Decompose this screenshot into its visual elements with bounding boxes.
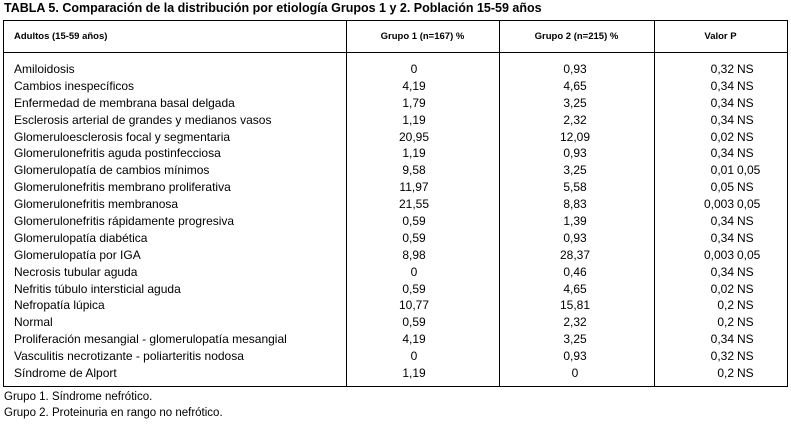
cell-p-value: 0,2 (717, 366, 734, 381)
cell-group2: 2,32 (563, 315, 587, 330)
cell-p-value: 0,34 (710, 112, 734, 127)
cell-etiology: Enfermedad de membrana basal delgada (14, 95, 235, 110)
cell-etiology: Glomerulopatía de cambios mínimos (14, 163, 210, 178)
cell-etiology: Glomerulonefritis membrano proliferativa (14, 180, 231, 195)
cell-etiology: Vasculitis necrotizante - poliarteritis nodosa (14, 349, 244, 364)
cell-group1: 9,58 (402, 163, 426, 178)
cell-group1: 10,77 (398, 298, 430, 313)
cell-group2: 0,93 (563, 349, 587, 364)
footnote-group1: Grupo 1. Síndrome nefrótico. (4, 391, 153, 403)
table-title: TABLA 5. Comparación de la distribución por etiología Grupos 1 y 2. Población 15-59 años (4, 1, 542, 15)
table-header (4, 21, 787, 53)
cell-group2: 0,46 (563, 264, 587, 279)
table-row (4, 281, 787, 298)
cell-significance: NS (737, 366, 754, 381)
cell-significance: NS (737, 129, 754, 144)
cell-p-value: 0,02 (710, 281, 734, 296)
cell-significance: NS (737, 180, 754, 195)
cell-significance: NS (737, 214, 754, 229)
table-row (4, 196, 787, 213)
cell-significance: 0,05 (737, 247, 761, 262)
cell-group1: 8,98 (402, 247, 426, 262)
table-row (4, 61, 787, 78)
header-adults: Adultos (15-59 años) (14, 31, 108, 42)
table-row (4, 331, 787, 348)
cell-significance: NS (737, 298, 754, 313)
cell-p-value: 0,2 (717, 298, 734, 313)
cell-significance: NS (737, 78, 754, 93)
cell-group1: 0 (410, 264, 418, 279)
cell-group1: 0 (410, 62, 418, 76)
cell-group1: 1,19 (402, 112, 426, 127)
cell-p-value: 0,34 (710, 332, 734, 347)
cell-p-value: 0,01 (710, 163, 734, 178)
table-row (4, 213, 787, 230)
cell-significance: 0,05 (737, 197, 761, 212)
cell-group1: 0,59 (402, 281, 426, 296)
cell-etiology: Cambios inespecíficos (14, 78, 135, 93)
cell-p-value: 0,05 (710, 180, 734, 195)
footnote-group2: Grupo 2. Proteinuria en rango no nefrótico. (4, 407, 223, 419)
cell-etiology: Glomerulonefritis aguda postinfecciosa (14, 146, 221, 161)
cell-group1: 0 (410, 349, 418, 364)
cell-group1: 1,19 (402, 146, 426, 161)
table-row (4, 247, 787, 264)
cell-etiology: Nefropatía lúpica (14, 298, 105, 313)
cell-group1: 1,19 (402, 366, 426, 381)
cell-p-value: 0,003 (703, 247, 734, 262)
cell-etiology: Glomerulonefritis membranosa (14, 197, 179, 212)
table-row (4, 162, 787, 179)
cell-group2: 1,39 (563, 214, 587, 229)
cell-p-value: 0,32 (710, 62, 734, 76)
cell-group1: 11,97 (399, 180, 429, 195)
cell-group1: 4,19 (402, 78, 426, 93)
cell-significance: NS (737, 332, 754, 347)
cell-significance: NS (737, 95, 754, 110)
cell-p-value: 0,34 (710, 230, 734, 245)
cell-significance: 0,05 (737, 163, 761, 178)
cell-significance: NS (737, 264, 754, 279)
cell-etiology: Proliferación mesangial - glomerulopatía mesangial (14, 332, 287, 347)
header-p-value: Valor P (704, 31, 737, 42)
cell-p-value: 0,34 (710, 214, 734, 229)
table-row (4, 112, 787, 129)
cell-p-value: 0,32 (710, 349, 734, 364)
header-group1: Grupo 1 (n=167) % (380, 31, 465, 42)
cell-group2: 0 (571, 366, 579, 381)
cell-etiology: Glomerulopatía por IGA (14, 247, 141, 262)
cell-etiology: Síndrome de Alport (14, 366, 117, 381)
table-row (4, 264, 787, 281)
table-row (4, 314, 787, 331)
cell-group2: 0,93 (563, 62, 587, 76)
cell-group1: 20,95 (398, 129, 430, 144)
cell-group1: 0,59 (402, 230, 426, 245)
cell-etiology: Glomerulonefritis rápidamente progresiva (14, 214, 235, 229)
cell-group1: 21,55 (398, 197, 430, 212)
cell-etiology: Normal (14, 315, 53, 330)
cell-p-value: 0,02 (710, 129, 734, 144)
cell-group2: 2,32 (563, 112, 587, 127)
cell-significance: NS (737, 349, 754, 364)
cell-group2: 3,25 (563, 332, 587, 347)
table-row (4, 145, 787, 162)
table-row (4, 78, 787, 95)
cell-etiology: Nefritis túbulo intersticial aguda (14, 281, 181, 296)
cell-group2: 4,65 (563, 281, 587, 296)
table-row (4, 179, 787, 196)
cell-etiology: Esclerosis arterial de grandes y medianos vasos (14, 112, 272, 127)
cell-p-value: 0,34 (710, 146, 734, 161)
cell-group2: 0,93 (563, 146, 587, 161)
table-row (4, 365, 787, 382)
cell-etiology: Amiloidosis (14, 62, 75, 76)
cell-p-value: 0,34 (710, 264, 734, 279)
cell-group1: 4,19 (402, 332, 426, 347)
data-table (3, 20, 788, 387)
cell-group1: 0,59 (402, 214, 426, 229)
cell-group2: 3,25 (563, 95, 587, 110)
table-row (4, 95, 787, 112)
header-group2: Grupo 2 (n=215) % (534, 31, 619, 42)
cell-group2: 15,81 (559, 298, 591, 313)
cell-group1: 1,79 (402, 95, 426, 110)
cell-group2: 4,65 (563, 78, 587, 93)
cell-etiology: Glomeruloesclerosis focal y segmentaria (14, 129, 231, 144)
cell-significance: NS (737, 315, 754, 330)
cell-significance: NS (737, 62, 754, 76)
cell-etiology: Glomerulopatía diabética (14, 230, 148, 245)
table-row (4, 129, 787, 146)
cell-significance: NS (737, 230, 754, 245)
table-body (4, 61, 787, 382)
cell-group1: 0,59 (402, 315, 426, 330)
cell-group2: 28,37 (559, 247, 591, 262)
cell-significance: NS (737, 112, 754, 127)
cell-etiology: Necrosis tubular aguda (14, 264, 138, 279)
cell-p-value: 0,34 (710, 78, 734, 93)
cell-group2: 12,09 (559, 129, 591, 144)
cell-p-value: 0,2 (717, 315, 734, 330)
cell-group2: 8,83 (563, 197, 587, 212)
cell-significance: NS (737, 281, 754, 296)
table-row (4, 297, 787, 314)
cell-p-value: 0,34 (710, 95, 734, 110)
table-row (4, 230, 787, 247)
cell-group2: 3,25 (563, 163, 587, 178)
cell-group2: 0,93 (563, 230, 587, 245)
cell-p-value: 0,003 (703, 197, 734, 212)
cell-significance: NS (737, 146, 754, 161)
table-row (4, 348, 787, 365)
cell-group2: 5,58 (563, 180, 587, 195)
